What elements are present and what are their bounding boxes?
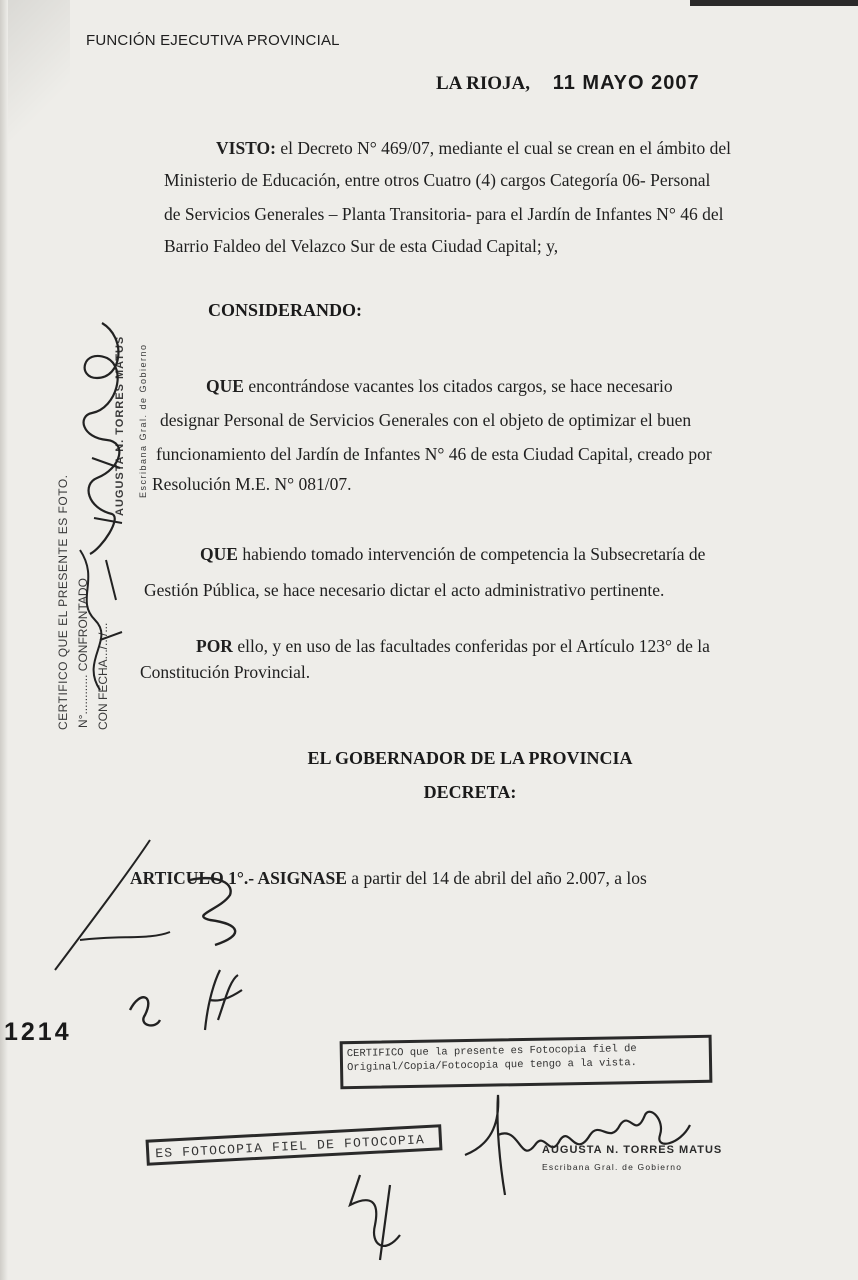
que1-line4: Resolución M.E. N° 081/07. (152, 474, 352, 494)
que1-text-1: encontrándose vacantes los citados cargos, se hace necesario (248, 376, 673, 396)
que2-label: QUE (200, 544, 238, 564)
fiel-fotocopia-stamp: ES FOTOCOPIA FIEL DE FOTOCOPIA (146, 1124, 443, 1165)
visto-text-1: el Decreto N° 469/07, mediante el cual se crean en el ámbito del (280, 138, 731, 158)
articulo-label: ARTICULO 1°.- ASIGNASE (130, 868, 347, 888)
signature-left-small (60, 540, 130, 710)
que2-text-1: habiendo tomado intervención de competencia la Subsecretaría de (242, 544, 706, 564)
page-fold (0, 0, 8, 1280)
visto-line3: de Servicios Generales – Planta Transitoria- para el Jardín de Infantes N° 46 del (164, 204, 724, 224)
dateline (436, 72, 700, 95)
signature-bottom-small (340, 1165, 430, 1265)
page-shadow (0, 0, 70, 150)
initials-mark (110, 960, 260, 1040)
por-text-1: ello, y en uso de las facultades conferidas por el Artículo 123° de la (237, 636, 710, 656)
considerando-heading: CONSIDERANDO: (208, 300, 363, 320)
certifico-left-line1: CERTIFICO QUE EL PRESENTE ES FOTO. (56, 474, 70, 730)
que1-line1 (206, 370, 802, 402)
que2-line1 (200, 538, 804, 570)
gobernador-heading: EL GOBERNADOR DE LA PROVINCIA (307, 748, 633, 768)
escribana-bottom-title: Escribana Gral. de Gobierno (542, 1162, 683, 1172)
visto-label: VISTO: (216, 138, 276, 158)
header-function: FUNCIÓN EJECUTIVA PROVINCIAL (86, 32, 340, 49)
que1-line3: funcionamiento del Jardín de Infantes N° 46 de esta Ciudad Capital, creado por (156, 444, 712, 464)
por-label: POR (196, 636, 233, 656)
articulo-text: a partir del 14 de abril del año 2.007, a los (351, 868, 647, 888)
por-line2: Constitución Provincial. (140, 662, 311, 682)
place: LA RIOJA, (436, 73, 530, 94)
escribana-stamp-name: AUGUSTA N. TORRES MATUS (114, 335, 126, 516)
visto-line2: Ministerio de Educación, entre otros Cuatro (4) cargos Categoría 06- Personal (164, 170, 711, 190)
signature-left (72, 318, 132, 558)
escribana-stamp-title: Escribana Gral. de Gobierno (138, 343, 148, 498)
certifico-box-line2: Original/Copia/Fotocopia que tengo a la vista. (346, 1057, 637, 1075)
certifico-left-line3: CON FECHA.../.../... (96, 622, 110, 730)
visto-line4: Barrio Faldeo del Velazco Sur de esta Ciudad Capital; y, (164, 236, 559, 256)
visto-line1 (216, 132, 800, 164)
certifico-left-line2: N°............ CONFRONTADO (76, 578, 90, 728)
certifico-box-line1: CERTIFICO que la presente es Fotocopia fiel de (346, 1043, 637, 1061)
escribana-bottom-name: AUGUSTA N. TORRES MATUS (542, 1144, 723, 1156)
decreta-heading: DECRETA: (423, 782, 517, 802)
certifico-box-stamp (340, 1035, 713, 1089)
que1-line2: designar Personal de Servicios Generales con el objeto de optimizar el buen (160, 410, 692, 430)
folio-number: 1214 (4, 1018, 72, 1046)
que1-label: QUE (206, 376, 244, 396)
date-stamp: 11 MAYO 2007 (552, 72, 700, 94)
top-edge (690, 0, 858, 6)
que2-line2: Gestión Pública, se hace necesario dictar el acto administrativo pertinente. (144, 580, 665, 600)
